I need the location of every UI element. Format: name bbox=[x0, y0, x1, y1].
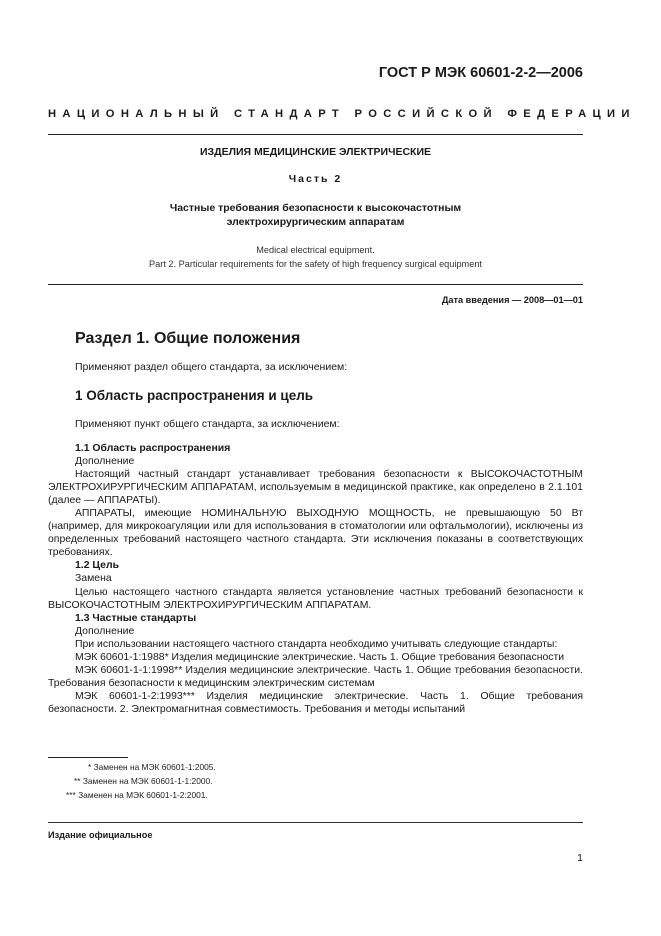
introduction-date: Дата введения — 2008—01—01 bbox=[441, 295, 583, 305]
footnote: * Заменен на МЭК 60601-1:2005. bbox=[88, 762, 216, 772]
middle-divider bbox=[48, 284, 583, 285]
national-standard-banner: НАЦИОНАЛЬНЫЙ СТАНДАРТ РОССИЙСКОЙ ФЕДЕРАЦИИ bbox=[48, 108, 636, 120]
gost-code: ГОСТ Р МЭК 60601-2-2—2006 bbox=[378, 65, 583, 81]
section-heading: Раздел 1. Общие положения bbox=[75, 330, 301, 347]
paragraph-standards: При использовании настоящего частного стандарта необходимо учитывать следующие стандарты: bbox=[75, 638, 558, 650]
paragraph-exclusions: АППАРАТЫ, имеющие НОМИНАЛЬНУЮ ВЫХОДНУЮ МОЩНОСТЬ, не превышающую 50 Вт (например, для микрокоагуляции или для использования в стоматологии или офтальмологии), исключены из определенных требований настоящего частного стандарта. Эти исключения показаны в соответствующих требованиях. bbox=[48, 508, 583, 559]
reference-iec-60601-1: МЭК 60601-1:1988* Изделия медицинские электрические. Часть 1. Общие требования безопасности bbox=[75, 651, 565, 663]
official-edition-label: Издание официальное bbox=[48, 830, 153, 840]
clause-intro: Применяют пункт общего стандарта, за исключением: bbox=[75, 418, 340, 430]
clause-heading: 1 Область распространения и цель bbox=[75, 388, 314, 403]
replacement-label: Замена bbox=[75, 573, 112, 585]
footnote-divider bbox=[48, 757, 128, 758]
subclause-heading-1-1: 1.1 Область распространения bbox=[75, 443, 231, 454]
part-label: Часть 2 bbox=[288, 173, 343, 185]
english-title bbox=[48, 243, 583, 271]
subtitle bbox=[48, 201, 583, 229]
subclause-heading-1-2: 1.2 Цель bbox=[75, 560, 120, 572]
paragraph-scope: Настоящий частный стандарт устанавливает требования безопасности к ВЫСОКОЧАСТОТНЫМ ЭЛЕКТРОХИРУРГИЧЕСКИМ АППАРАТАМ, используемым в медицинской практике, как определено в 2.1.101 (далее — АППАРАТЫ). bbox=[48, 469, 583, 507]
subtitle-line-1: Частные требования безопасности к высокочастотным bbox=[169, 202, 462, 214]
reference-iec-60601-1-1: МЭК 60601-1-1:1998** Изделия медицинские электрические. Часть 1. Общие требования безопасности. Требования безопасности к медицинским электрическим системам bbox=[48, 664, 583, 689]
top-divider bbox=[48, 134, 583, 135]
supplement-label: Дополнение bbox=[75, 456, 135, 468]
footnote: *** Заменен на МЭК 60601-1-2:2001. bbox=[66, 790, 208, 800]
page-number: 1 bbox=[577, 852, 583, 864]
reference-iec-60601-1-2: МЭК 60601-1-2:1993*** Изделия медицинские электрические. Часть 1. Общие требования безопасности. 2. Электромагнитная совместимость. Требования и методы испытаний bbox=[48, 690, 583, 715]
paragraph-object: Целью настоящего частного стандарта является установление частных требований безопасности к ВЫСОКОЧАСТОТНЫМ ЭЛЕКТРОХИРУРГИЧЕСКИМ АППАРАТАМ. bbox=[48, 586, 583, 611]
subclause-heading-1-3: 1.3 Частные стандарты bbox=[75, 612, 197, 624]
main-title: ИЗДЕЛИЯ МЕДИЦИНСКИЕ ЭЛЕКТРИЧЕСКИЕ bbox=[199, 146, 432, 158]
english-title-line-1: Medical electrical equipment. bbox=[256, 245, 375, 255]
section-intro: Применяют раздел общего стандарта, за исключением: bbox=[75, 361, 348, 373]
bottom-divider bbox=[48, 822, 583, 823]
footnote: ** Заменен на МЭК 60601-1-1:2000. bbox=[74, 776, 213, 786]
supplement-label: Дополнение bbox=[75, 625, 135, 637]
subtitle-line-2: электрохирургическим аппаратам bbox=[226, 216, 405, 228]
english-title-line-2: Part 2. Particular requirements for the safety of high frequency surgical equipment bbox=[149, 259, 482, 269]
body-text bbox=[48, 442, 583, 716]
